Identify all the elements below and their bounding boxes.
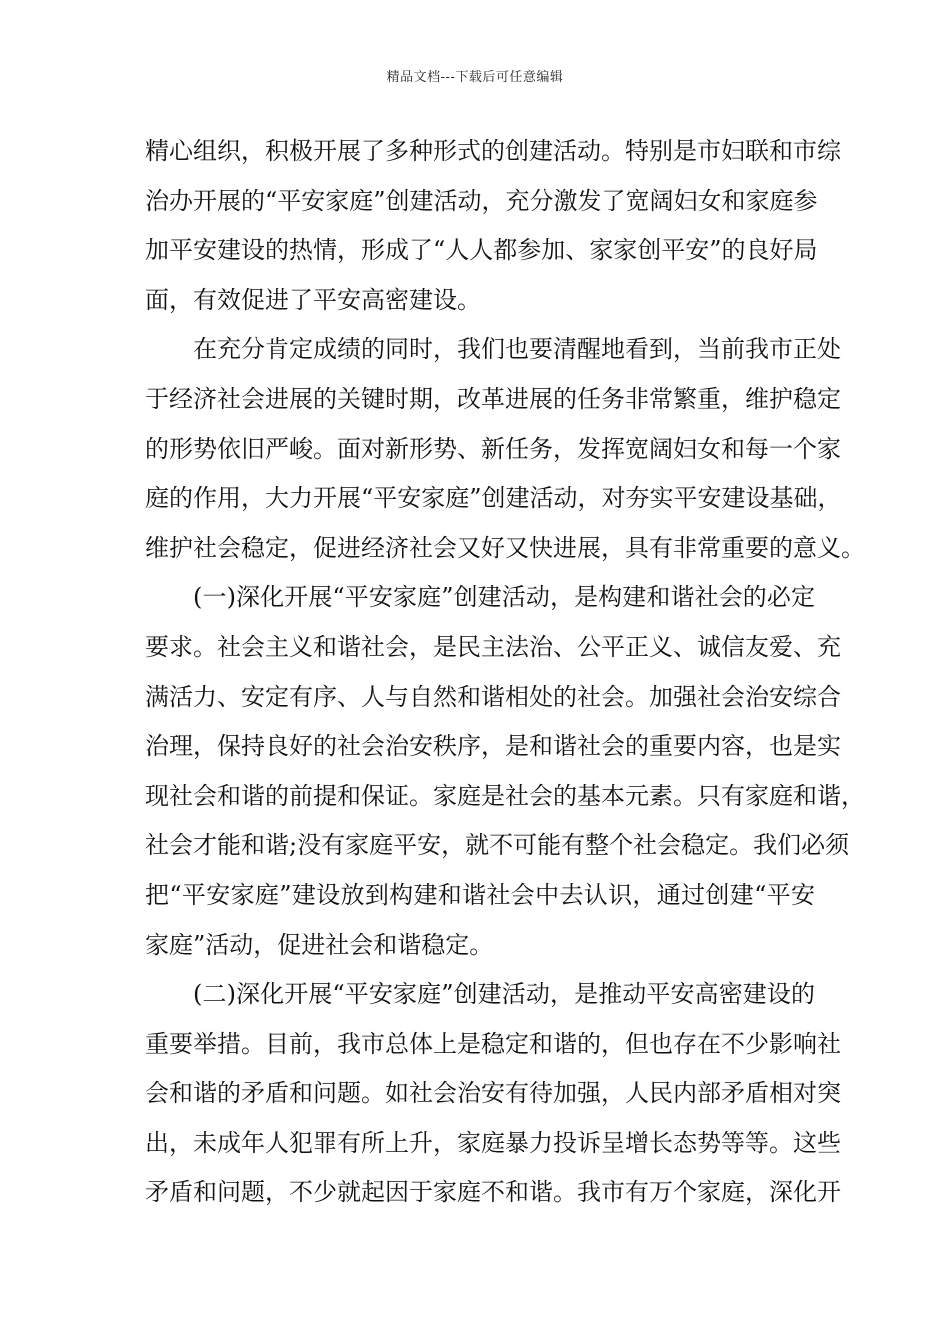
paragraph [145, 970, 841, 1218]
paragraph-line: 加平安建设的热情，形成了“人人都参加、家家创平安”的良好局 [145, 236, 818, 265]
paragraph-line: 面，有效促进了平安高密建设。 [145, 285, 481, 314]
paragraph-line: 庭的作用，大力开展“平安家庭”创建活动，对夯实平安建设基础， [145, 484, 842, 513]
paragraph-line: 满活力、安定有序、人与自然和谐相处的社会。加强社会治安综合 [145, 682, 841, 711]
document-body [145, 127, 865, 1218]
paragraph [145, 127, 841, 325]
paragraph-line: 重要举措。目前，我市总体上是稳定和谐的，但也存在不少影响社 [145, 1029, 841, 1058]
paragraph-line: 治理，保持良好的社会治安秩序，是和谐社会的重要内容，也是实 [145, 732, 841, 761]
paragraph-line: 会和谐的矛盾和问题。如社会治安有待加强，人民内部矛盾相对突 [145, 1079, 841, 1108]
paragraph-line: 矛盾和问题，不少就起因于家庭不和谐。我市有万个家庭，深化开 [145, 1178, 841, 1207]
paragraph-line: 社会才能和谐;没有家庭平安，就不可能有整个社会稳定。我们必须 [145, 831, 850, 860]
paragraph-line: 出，未成年人犯罪有所上升，家庭暴力投诉呈增长态势等等。这些 [145, 1128, 841, 1157]
paragraph-line: 把“平安家庭”建设放到构建和谐社会中去认识，通过创建“平安 [145, 880, 815, 909]
paragraph-line: 治办开展的“平安家庭”创建活动，充分激发了宽阔妇女和家庭参 [145, 186, 818, 215]
paragraph-line: 现社会和谐的前提和保证。家庭是社会的基本元素。只有家庭和谐， [145, 781, 865, 810]
paragraph [145, 573, 865, 970]
paragraph [145, 325, 865, 573]
paragraph-line: (二)深化开展“平安家庭”创建活动，是推动平安高密建设的 [193, 980, 815, 1009]
paragraph-line: 在充分肯定成绩的同时，我们也要清醒地看到，当前我市正处 [193, 335, 841, 364]
paragraph-line: 要求。社会主义和谐社会，是民主法治、公平正义、诚信友爱、充 [145, 632, 841, 661]
paragraph-line: 精心组织，积极开展了多种形式的创建活动。特别是市妇联和市综 [145, 137, 841, 165]
paragraph-line: 家庭”活动，促进社会和谐稳定。 [145, 930, 494, 959]
page-header: 精品文档---下载后可任意编辑 [386, 70, 564, 85]
paragraph-line: 维护社会稳定，促进经济社会又好又快进展，具有非常重要的意义。 [145, 533, 865, 562]
paragraph-line: (一)深化开展“平安家庭”创建活动，是构建和谐社会的必定 [193, 583, 815, 612]
paragraph-line: 于经济社会进展的关键时期，改革进展的任务非常繁重，维护稳定 [145, 384, 841, 413]
paragraph-line: 的形势依旧严峻。面对新形势、新任务，发挥宽阔妇女和每一个家 [145, 434, 841, 463]
